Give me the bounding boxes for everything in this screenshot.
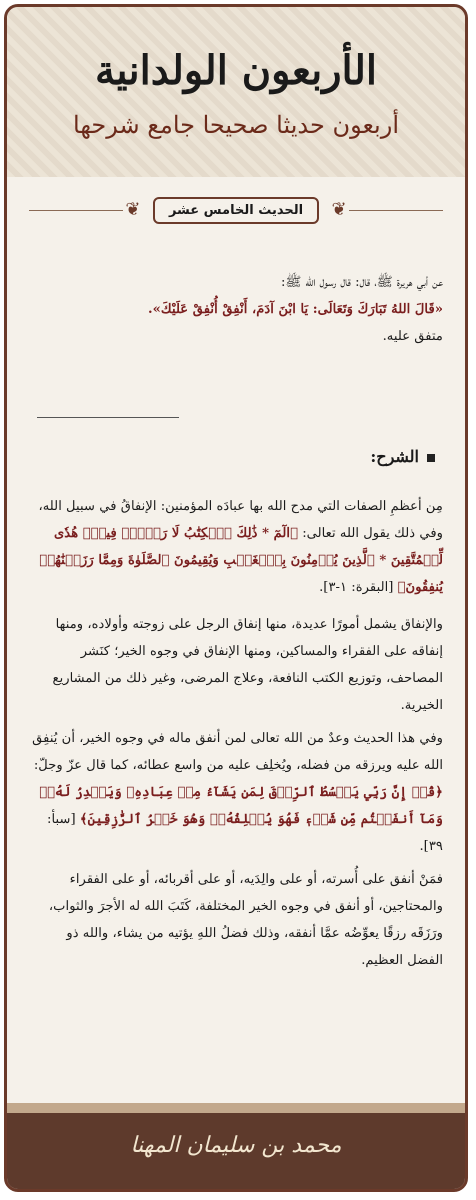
footer-band [7,1103,465,1113]
ornament-icon: ❦ [331,199,347,220]
commentary-paragraph: فمَنْ أنفق على أُسرته، أو على والِدَيه، أو على أقربائه، أو على الفقراء والمحتاجين، أو أنفق في وجوه الخير المختلفة، كَتَبَ الله له الأجرَ والثواب، ورَزَقَه رزقًا يعوِّضُه عمَّا أنفقه، وذلك فضلُ اللهِ يؤتيه من يشاء، والله ذو الفضل العظيم. [48,872,443,968]
hadith-number-label: الحديث الخامس عشر [153,197,319,224]
commentary-paragraph: مِن أعظمِ الصفات التي مدح الله بها عبادَه المؤمنين: الإنفاقُ في سبيل الله، وفي ذلك يقول الله تعالى: ﴿الٓمٓ * ذَٰلِكَ ٱلۡكِتَٰبُ لَا رَيۡبَۛ فِيهِۛ هُدٗى لِّلۡمُتَّقِينَ * ٱلَّذِينَ يُؤۡمِنُونَ بِٱلۡغَيۡبِ وَيُقِيمُونَ ٱلصَّلَوٰةَ وَمِمَّا رَزَقۡنَٰهُمۡ يُنفِقُونَ﴾ [البقرة: ١-٣]. [38,499,443,595]
page-title: الأربعون الولدانية [94,47,378,94]
commentary-paragraph: وفي هذا الحديث وعدٌ من الله تعالى لمن أنفق ماله في وجوه الخير، أن يُنفِق الله عليه ويرزقه من فضله، ويُخلِف عليه من واسع عطائه، كما قال عزّ وجلّ: ﴿قُلۡ إِنَّ رَبِّي يَبۡسُطُ ٱلرِّزۡقَ لِمَن يَشَآءُ مِنۡ عِبَادِهِۦ وَيَقۡدِرُ لَهُۥۚ وَمَآ أَنفَقۡتُم مِّن شَيۡءٖ فَهُوَ يُخۡلِفُهُۥۖ وَهُوَ خَيۡرُ ٱلرَّٰزِقِينَ﴾ [سبأ: ٣٩]. [32,731,443,854]
hadith-source: متفق عليه. [382,329,443,344]
ornament-icon: ❦ [125,199,141,220]
hadith-label-row [29,195,443,225]
footer-banner [7,1103,465,1189]
header-banner [7,7,465,177]
square-bullet-icon [427,454,435,462]
divider-line-right [349,210,443,211]
commentary [27,493,443,974]
page-frame [4,4,468,1192]
sharh-heading-text: الشرح: [370,447,419,466]
commentary-paragraph: والإنفاق يشمل أمورًا عديدة، منها إنفاق الرجل على زوجته وأولاده، ومنها إنفاقه على الفقراء والمساكين، ومنها الإنفاق في وجوه الخير؛ كنَشر المصاحف، وتوزيع الكتب النافعة، وعلاج المرضى، وغير ذلك من المشاريع الخيرية. [52,617,443,713]
author-signature: محمد بن سليمان المهنا [130,1133,342,1158]
hadith-text [27,269,443,350]
page-subtitle: أربعون حديثا صحيحا جامع شرحها [73,111,399,139]
section-separator [37,417,179,418]
hadith-intro: عن أبي هريرة ﷺ، قال: قال رسول الله ﷺ: [280,275,443,290]
sharh-heading [370,447,435,466]
divider-line-left [29,210,123,211]
hadith-quote: «قَالَ اللهُ تَبَارَكَ وَتَعَالَى: يَا ابْنَ آدَمَ، أَنْفِقْ أُنْفِقْ عَلَيْكَ». [148,302,443,317]
